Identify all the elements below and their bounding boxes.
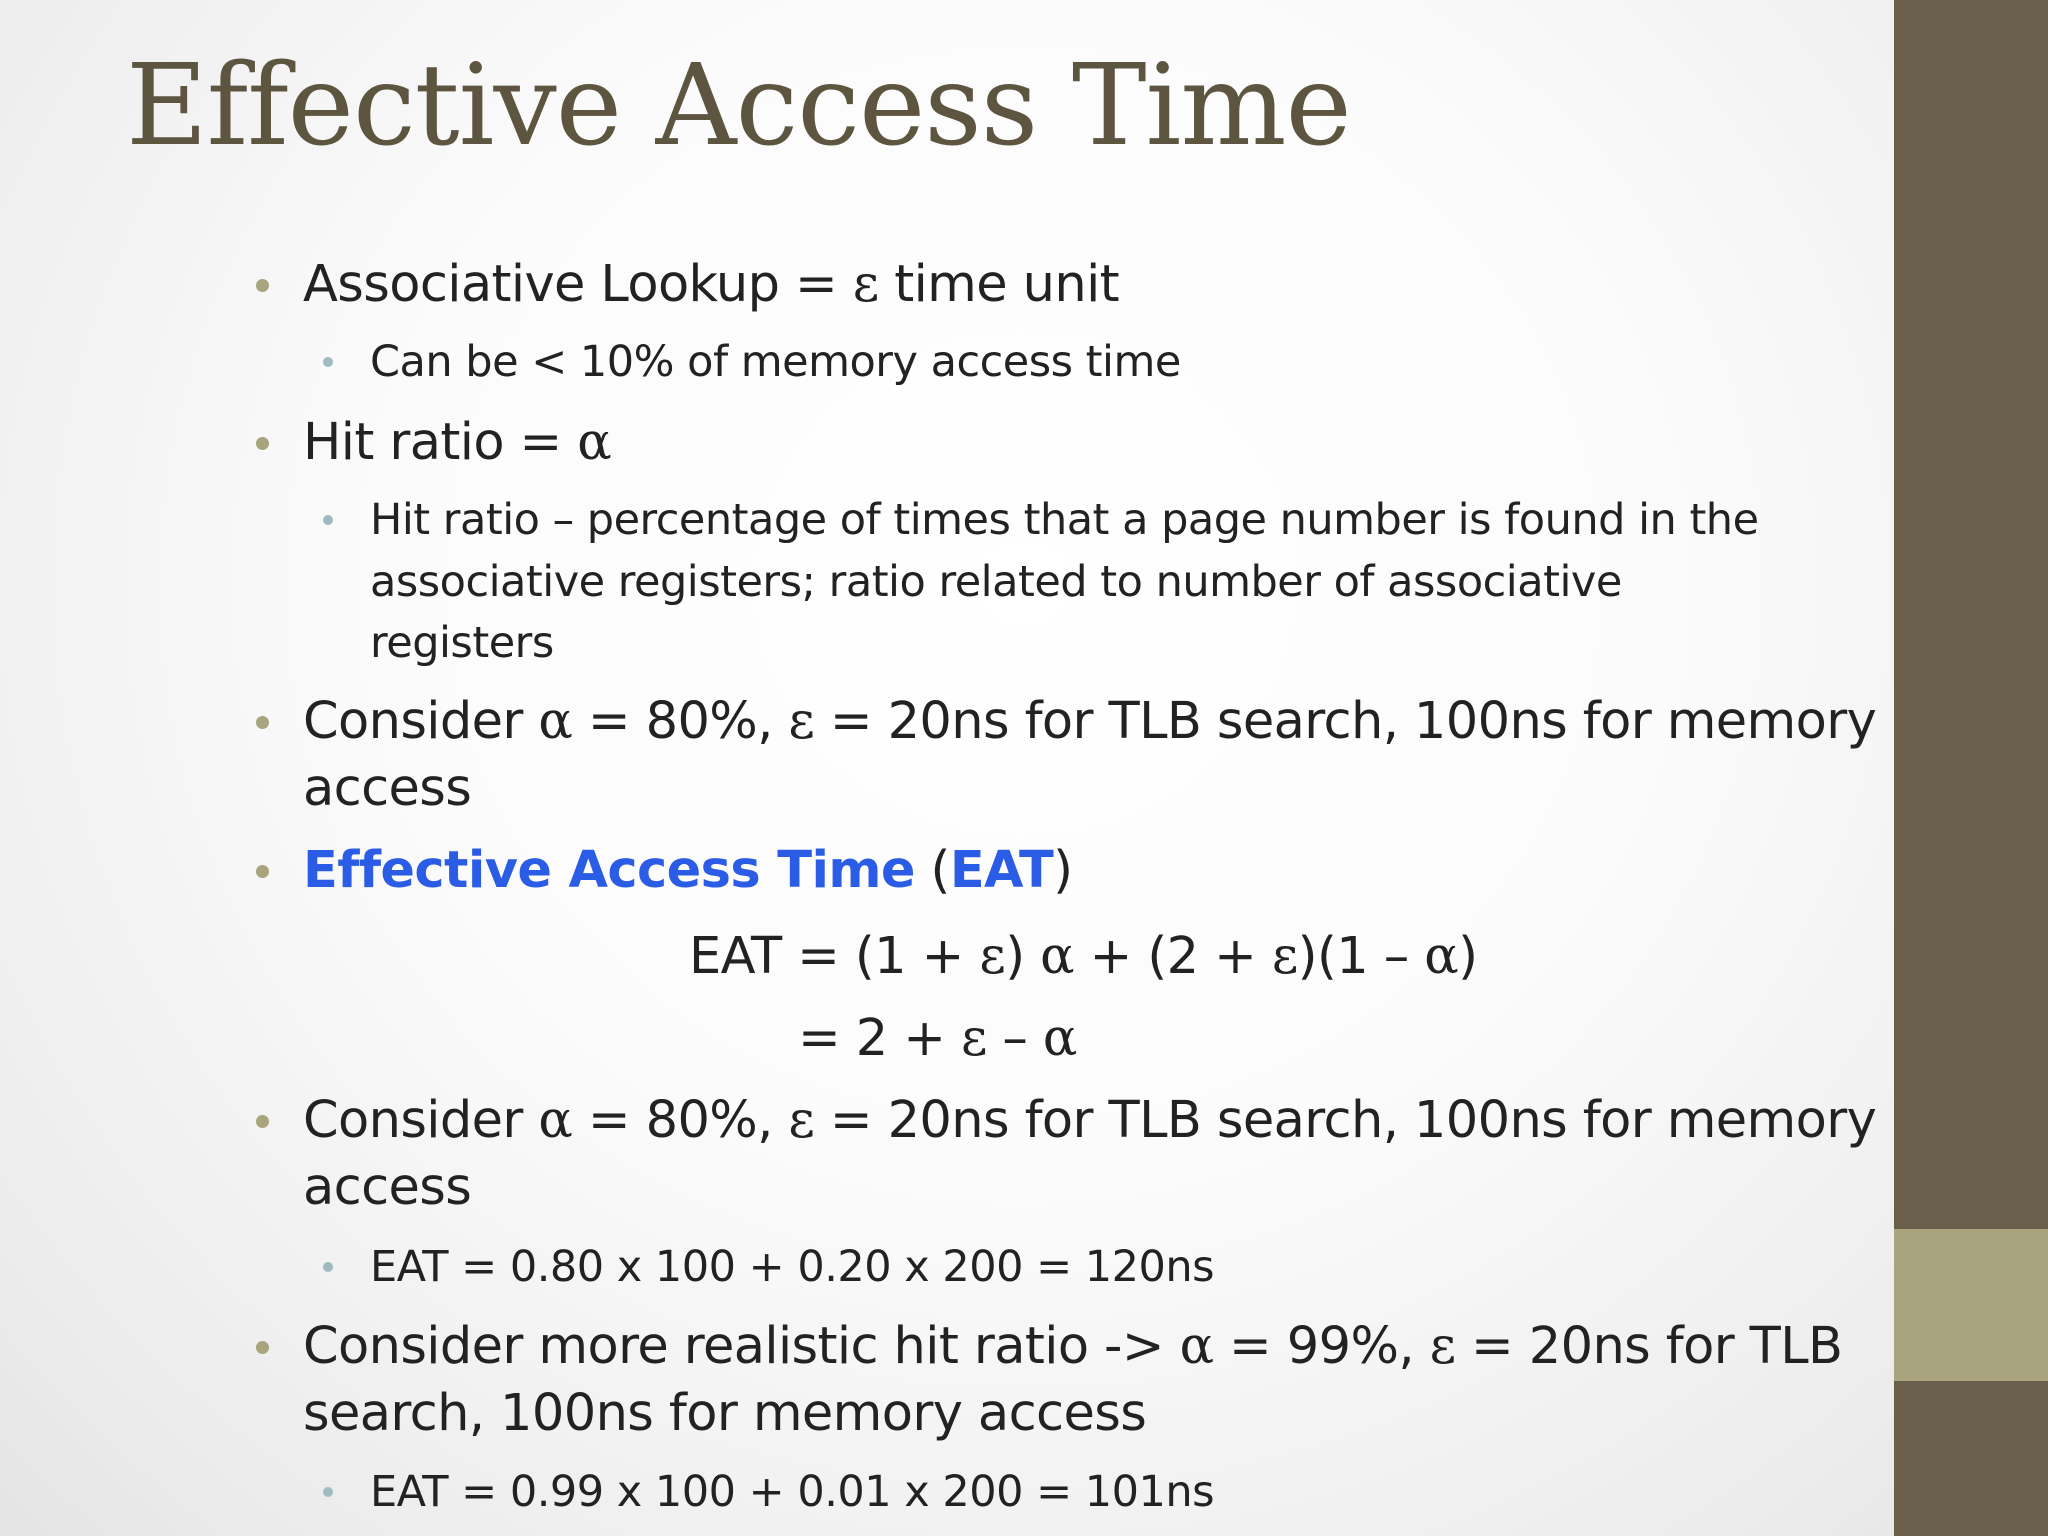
sub-bullet-dot — [323, 1487, 333, 1497]
bullet-text: = 99%, — [1213, 1317, 1430, 1376]
bullet-text: Hit ratio = — [303, 413, 578, 472]
bullet-dot — [256, 437, 269, 450]
bullet-text: = 80%, — [572, 1091, 789, 1150]
sub-bullet-eat-101: EAT = 0.99 x 100 + 0.01 x 200 = 101ns — [370, 1467, 1215, 1517]
bullet-text: time unit — [878, 255, 1120, 314]
alpha-symbol: α — [1040, 927, 1074, 986]
epsilon-symbol: ε — [979, 927, 1006, 986]
alpha-symbol: α — [538, 1091, 573, 1150]
alpha-symbol: α — [1042, 1009, 1077, 1068]
sub-bullet-hit-ratio-line-2: associative registers; ratio related to number of associative — [370, 557, 1622, 607]
highlight-text: Effective Access Time — [303, 841, 915, 900]
bullet-dot — [256, 1341, 269, 1354]
formula-text: EAT = (1 + — [689, 927, 980, 986]
bullet-dot — [256, 1115, 269, 1128]
epsilon-symbol: ε — [960, 1009, 987, 1068]
bullet-consider-99-line-1 — [303, 1314, 1842, 1380]
bullet-text: Consider — [303, 692, 539, 751]
alpha-symbol: α — [577, 413, 612, 472]
bullet-text: = 80%, — [572, 692, 789, 751]
bullet-consider-80-line-1 — [303, 689, 1876, 755]
formula-text: ) — [1005, 927, 1041, 986]
bullet-consider-99-line-2: search, 100ns for memory access — [303, 1384, 1147, 1443]
alpha-symbol: α — [1179, 1317, 1214, 1376]
alpha-symbol: α — [1424, 927, 1459, 986]
sub-bullet-hit-ratio-line-3: registers — [370, 618, 554, 668]
bullet-consider-80-line-2: access — [303, 759, 472, 818]
sub-bullet-hit-ratio-line-1: Hit ratio – percentage of times that a page number is found in the — [370, 495, 1759, 545]
bullet-text: = 20ns for TLB search, 100ns for memory — [814, 1091, 1877, 1150]
epsilon-symbol: ε — [1429, 1317, 1456, 1376]
epsilon-symbol: ε — [788, 1091, 815, 1150]
highlight-text: EAT — [949, 841, 1054, 900]
bullet-text: ( — [914, 841, 950, 900]
sub-bullet-dot — [323, 515, 333, 525]
slide-title: Effective Access Time — [126, 41, 1351, 171]
bullet-eat-heading — [303, 838, 1072, 904]
bullet-dot — [256, 279, 269, 292]
formula-text: = 2 + — [798, 1009, 961, 1068]
bullet-dot — [256, 716, 269, 729]
formula-text: ) — [1458, 927, 1478, 986]
formula-text: )(1 – — [1297, 927, 1425, 986]
epsilon-symbol: ε — [788, 692, 815, 751]
bullet-text: = 20ns for TLB — [1455, 1317, 1843, 1376]
bullet-text: = 20ns for TLB search, 100ns for memory — [814, 692, 1877, 751]
eat-formula-line-2 — [798, 1006, 1077, 1072]
bullet-text: ) — [1053, 841, 1073, 900]
sub-bullet-eat-120: EAT = 0.80 x 100 + 0.20 x 200 = 120ns — [370, 1242, 1215, 1292]
epsilon-symbol: ε — [852, 255, 879, 314]
bullet-associative-lookup — [303, 252, 1119, 318]
bullet-text: Consider — [303, 1091, 539, 1150]
sub-bullet-memory-access: Can be < 10% of memory access time — [370, 337, 1181, 387]
sub-bullet-dot — [323, 357, 333, 367]
formula-text: – — [986, 1009, 1043, 1068]
bullet-hit-ratio — [303, 410, 611, 476]
bullet-text: Consider more realistic hit ratio -> — [303, 1317, 1180, 1376]
eat-formula-line-1 — [689, 924, 1477, 990]
sidebar-accent-band — [1894, 1229, 2048, 1381]
bullet-text: Associative Lookup = — [303, 255, 853, 314]
bullet-consider-80-example-line-1 — [303, 1088, 1876, 1154]
alpha-symbol: α — [538, 692, 573, 751]
sub-bullet-dot — [323, 1262, 333, 1272]
bullet-dot — [256, 865, 269, 878]
formula-text: + (2 + — [1073, 927, 1272, 986]
epsilon-symbol: ε — [1271, 927, 1298, 986]
bullet-consider-80-example-line-2: access — [303, 1158, 472, 1217]
